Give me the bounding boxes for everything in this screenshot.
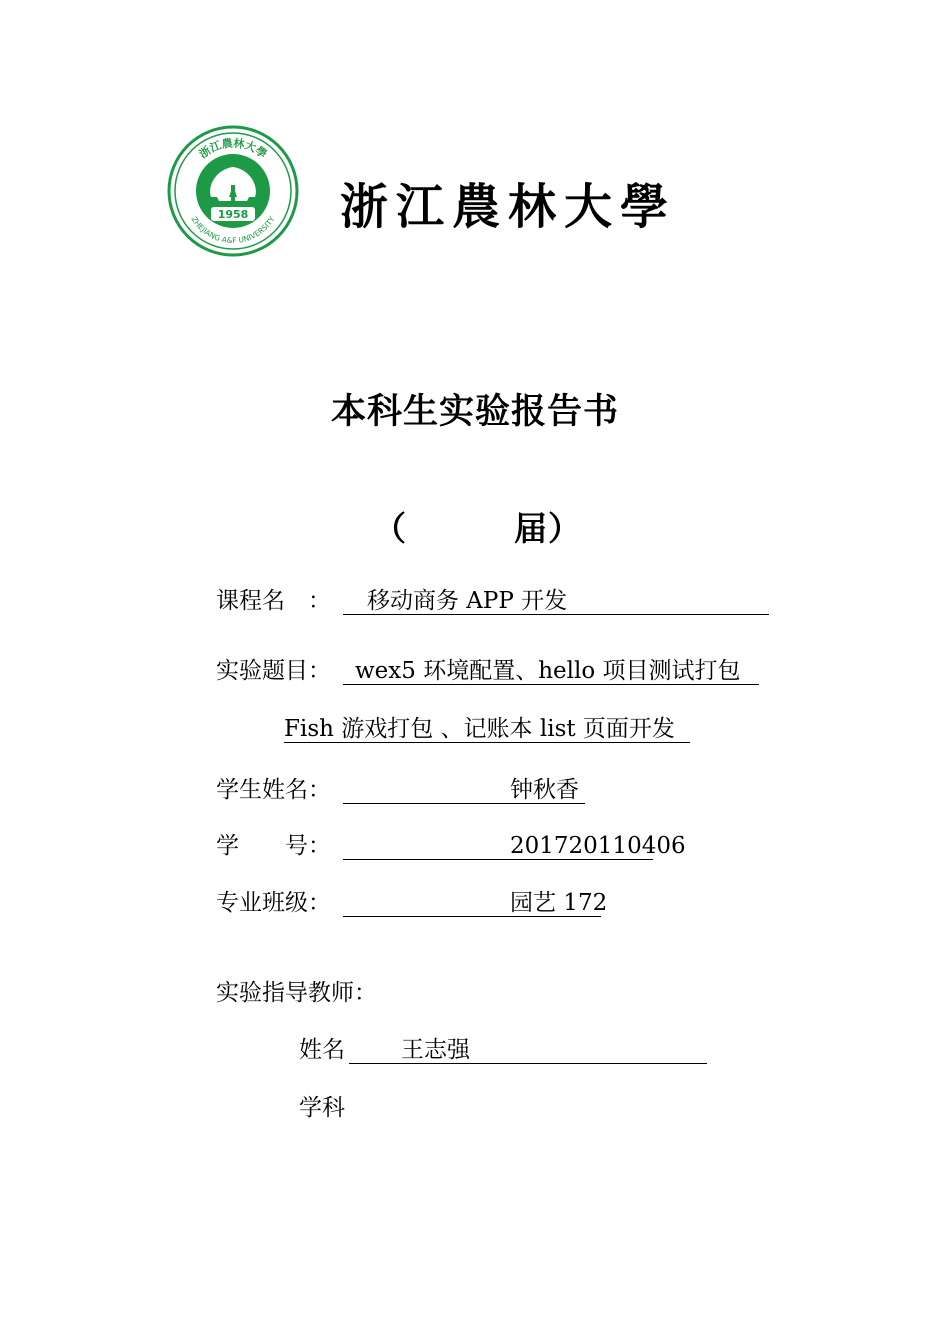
advisor-name-label: 姓名 bbox=[299, 1037, 345, 1063]
major-class-row bbox=[0, 890, 950, 920]
seal-year: 1958 bbox=[217, 208, 249, 221]
student-id-underline bbox=[343, 833, 686, 860]
seal-chinese-text: 浙江農林大學 bbox=[196, 136, 270, 161]
student-name-label: 学生姓名： bbox=[216, 777, 331, 803]
advisor-name-underline bbox=[349, 1037, 707, 1064]
course-value: 移动商务 APP 开发 bbox=[367, 588, 568, 614]
topic-underline-2 bbox=[284, 716, 690, 743]
page-title: 本科生实验报告书 bbox=[330, 392, 619, 432]
course-row bbox=[0, 588, 950, 618]
advisor-name-row bbox=[0, 1037, 950, 1067]
student-name-underline bbox=[343, 777, 585, 804]
topic-value-line1: wex5 环境配置、hello 项目测试打包 bbox=[355, 658, 741, 684]
seal-english-text: ZHEJIANG A&F UNIVERSITY bbox=[189, 214, 277, 246]
course-underline bbox=[343, 588, 769, 615]
session-line bbox=[0, 509, 950, 556]
major-class-underline bbox=[343, 890, 608, 917]
university-name: 浙江農林大學 bbox=[340, 179, 677, 235]
session-right-paren: ） bbox=[548, 509, 581, 548]
student-name-value: 钟秋香 bbox=[510, 777, 579, 803]
topic-value-line2: Fish 游戏打包 、记账本 list 页面开发 bbox=[284, 716, 675, 742]
advisor-subject-row bbox=[0, 1095, 950, 1125]
topic-row-continued bbox=[0, 716, 950, 746]
student-id-value: 201720110406 bbox=[510, 833, 686, 859]
session-label: 届 bbox=[514, 509, 547, 548]
topic-underline-1 bbox=[343, 658, 759, 685]
topic-label: 实验题目： bbox=[216, 658, 331, 684]
major-class-value: 园艺 172 bbox=[510, 890, 608, 916]
advisor-subject-label: 学科 bbox=[299, 1095, 345, 1121]
session-left-paren: （ bbox=[373, 509, 406, 548]
course-label: 课程名 ： bbox=[216, 588, 331, 614]
student-name-row bbox=[0, 777, 950, 807]
university-seal-logo bbox=[167, 125, 299, 257]
advisor-heading: 实验指导教师： bbox=[216, 980, 377, 1006]
advisor-name-value: 王志强 bbox=[401, 1037, 470, 1063]
student-id-row bbox=[0, 833, 950, 863]
topic-row bbox=[0, 658, 950, 688]
major-class-label: 专业班级： bbox=[216, 890, 331, 916]
student-id-label: 学 号： bbox=[216, 833, 331, 859]
